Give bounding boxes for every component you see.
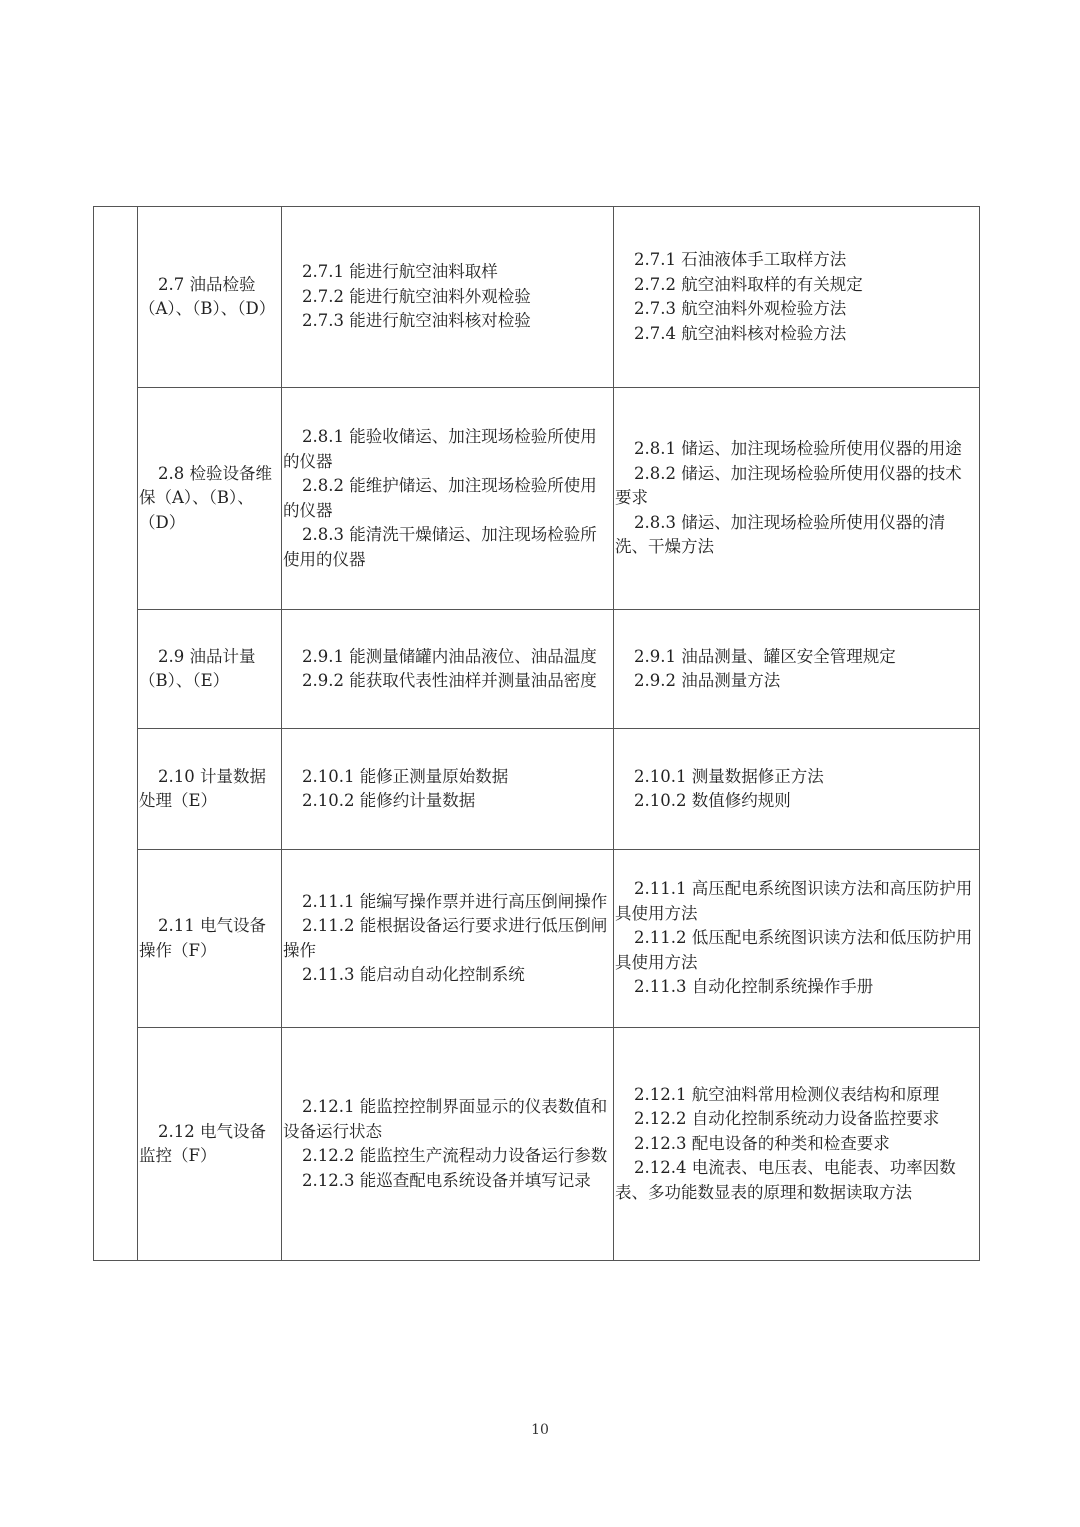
work-unit-cell <box>138 207 282 388</box>
knowledge-item: 2.11.1 高压配电系统图识读方法和高压防护用具使用方法 <box>615 879 973 923</box>
work-unit-text: 2.10 计量数据处理（E） <box>139 766 266 810</box>
skill-requirement-cell <box>282 207 614 388</box>
skill-item: 2.7.2 能进行航空油料外观检验 <box>301 286 531 306</box>
skill-requirement-cell <box>282 850 614 1028</box>
skill-item: 2.10.2 能修约计量数据 <box>301 791 476 810</box>
knowledge-item: 2.8.2 储运、加注现场检验所使用仪器的技术要求 <box>615 463 962 508</box>
skill-item: 2.12.2 能监控生产流程动力设备运行参数 <box>301 1146 608 1165</box>
work-unit-text: 2.7 油品检验（A）、（B）、（D） <box>139 274 276 318</box>
page-number: 10 <box>531 1422 549 1438</box>
table-row <box>94 388 980 610</box>
skill-item: 2.7.3 能进行航空油料核对检验 <box>301 311 531 331</box>
knowledge-item: 2.7.1 石油液体手工取样方法 <box>633 250 847 269</box>
knowledge-requirement-cell <box>614 610 980 729</box>
knowledge-item: 2.11.2 低压配电系统图识读方法和低压防护用具使用方法 <box>615 928 973 972</box>
knowledge-requirement-cell <box>614 388 980 610</box>
skill-item: 2.9.2 能获取代表性油样并测量油品密度 <box>301 671 597 690</box>
work-unit-cell <box>138 610 282 729</box>
knowledge-requirement-cell <box>614 1028 980 1261</box>
work-unit-text: 2.8 检验设备维保（A）、（B）、（D） <box>139 463 272 532</box>
knowledge-item: 2.12.2 自动化控制系统动力设备监控要求 <box>633 1109 940 1129</box>
level-column-cell <box>94 207 138 1261</box>
skill-requirements-table <box>93 206 980 1261</box>
knowledge-item: 2.12.3 配电设备的种类和检查要求 <box>633 1133 890 1153</box>
work-unit-text: 2.9 油品计量（B）、（E） <box>139 646 256 690</box>
skill-requirement-cell <box>282 1028 614 1261</box>
knowledge-item: 2.8.1 储运、加注现场检验所使用仪器的用途 <box>633 439 962 459</box>
table-row <box>94 1028 980 1261</box>
knowledge-requirement-cell <box>614 850 980 1028</box>
work-unit-cell <box>138 729 282 850</box>
skill-item: 2.8.3 能清洗干燥储运、加注现场检验所使用的仪器 <box>283 525 597 569</box>
skill-requirement-cell <box>282 388 614 610</box>
work-unit-cell <box>138 850 282 1028</box>
skill-item: 2.7.1 能进行航空油料取样 <box>301 262 498 282</box>
skill-item: 2.8.1 能验收储运、加注现场检验所使用的仪器 <box>283 427 597 471</box>
table-row <box>94 207 980 388</box>
knowledge-requirement-cell <box>614 729 980 850</box>
skill-requirement-cell <box>282 610 614 729</box>
table-row <box>94 850 980 1028</box>
skill-item: 2.8.2 能维护储运、加注现场检验所使用的仪器 <box>283 476 597 520</box>
knowledge-item: 2.9.1 油品测量、罐区安全管理规定 <box>633 646 896 666</box>
knowledge-item: 2.7.3 航空油料外观检验方法 <box>633 299 847 318</box>
skill-item: 2.9.1 能测量储罐内油品液位、油品温度 <box>301 646 597 666</box>
table-row <box>94 610 980 729</box>
knowledge-item: 2.9.2 油品测量方法 <box>633 671 781 690</box>
skill-item: 2.10.1 能修正测量原始数据 <box>301 766 509 786</box>
work-unit-text: 2.11 电气设备操作（F） <box>139 916 266 960</box>
skill-item: 2.11.1 能编写操作票并进行高压倒闸操作 <box>301 891 608 911</box>
knowledge-requirement-cell <box>614 207 980 388</box>
work-unit-text: 2.12 电气设备监控（F） <box>139 1121 266 1165</box>
work-unit-cell <box>138 1028 282 1261</box>
skill-item: 2.11.2 能根据设备运行要求进行低压倒闸操作 <box>283 916 608 960</box>
knowledge-item: 2.12.4 电流表、电压表、电能表、功率因数表、多功能数显表的原理和数据读取方法 <box>615 1158 956 1202</box>
knowledge-item: 2.7.4 航空油料核对检验方法 <box>633 323 847 343</box>
skill-requirement-cell <box>282 729 614 850</box>
skill-item: 2.11.3 能启动自动化控制系统 <box>301 965 525 984</box>
work-unit-cell <box>138 388 282 610</box>
knowledge-item: 2.8.3 储运、加注现场检验所使用仪器的清洗、干燥方法 <box>615 512 946 557</box>
knowledge-item: 2.12.1 航空油料常用检测仪表结构和原理 <box>633 1084 940 1104</box>
knowledge-item: 2.10.1 测量数据修正方法 <box>633 766 824 786</box>
skill-item: 2.12.1 能监控控制界面显示的仪表数值和设备运行状态 <box>283 1097 608 1141</box>
knowledge-item: 2.11.3 自动化控制系统操作手册 <box>633 977 874 997</box>
knowledge-item: 2.10.2 数值修约规则 <box>633 791 791 810</box>
table-row <box>94 729 980 850</box>
skill-item: 2.12.3 能巡查配电系统设备并填写记录 <box>301 1170 591 1190</box>
knowledge-item: 2.7.2 航空油料取样的有关规定 <box>633 274 863 294</box>
